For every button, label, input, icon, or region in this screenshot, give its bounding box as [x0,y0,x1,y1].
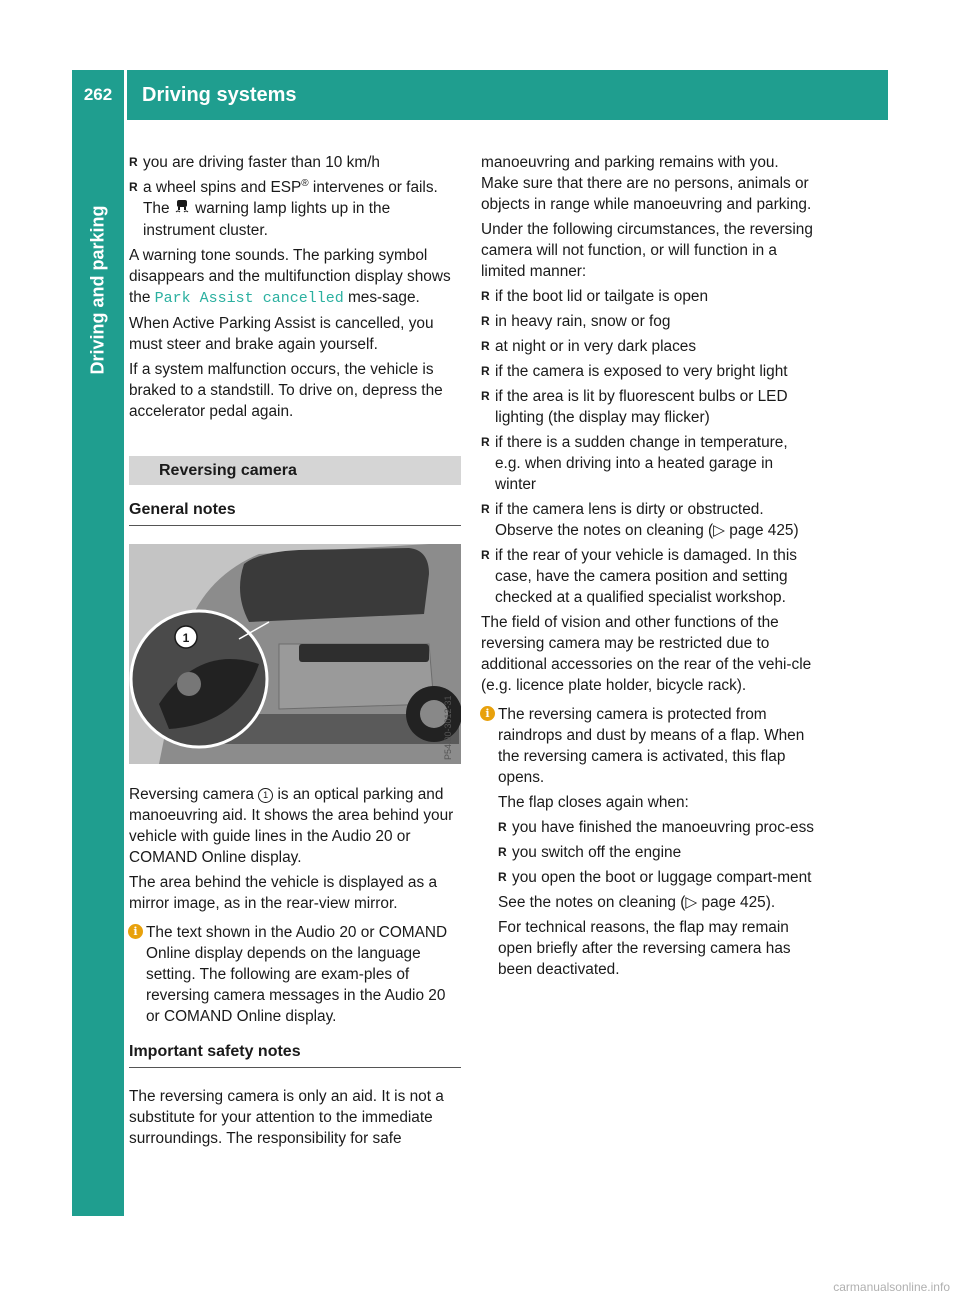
list-item: R if the boot lid or tailgate is open [481,286,815,307]
subheading-safety-notes: Important safety notes [129,1041,461,1068]
list-item: R if the area is lit by fluorescent bulbs or LED lighting (the display may flicker) [481,386,815,428]
page-header [72,70,888,120]
paragraph: manoeuvring and parking remains with you. Make sure that there are no persons, animals or objects in range while manoeuvring and parking. [481,154,812,213]
list-item: R at night or in very dark places [481,336,815,357]
paragraph: The field of vision and other functions of the reversing camera may be restricted due to additional accessories on the rear of the vehi-cle (e.g. licence plate holder, bicycle rack). [481,614,812,694]
paragraph: Reversing camera 1 is an optical parking and manoeuvring aid. It shows the area behind your vehicle with guide lines in the Audio 20 or COMAND Online display. [129,786,454,866]
subheading-general-notes: General notes [129,499,461,526]
paragraph: The area behind the vehicle is displayed as a mirror image, as in the rear-view mirror. [129,874,438,912]
figure-code: P54.00-3012-31 [443,695,453,760]
figure-callout: 1 [182,631,190,645]
list-item: R if the rear of your vehicle is damaged. In this case, have the camera position and setting checked at a qualified specialist workshop. [481,545,815,608]
list-item: R you open the boot or luggage compart-ment [498,867,815,888]
paragraph: A warning tone sounds. The parking symbol disappears and the multifunction display shows the Park Assist cancelled mes-sage. [129,247,451,307]
list-item: R you switch off the engine [498,842,815,863]
header-title: Driving systems [142,84,297,106]
list-item: R you are driving faster than 10 km/h [129,152,461,173]
list-item: R if the camera lens is dirty or obstructed. Observe the notes on cleaning (▷ page 425) [481,499,815,541]
car-rear-illustration [129,544,461,764]
info-icon: i [128,924,143,939]
paragraph: The reversing camera is only an aid. It is not a substitute for your attention to the immediate surroundings. The responsibility for safe [129,1088,444,1147]
header-divider [124,70,127,120]
left-column [129,152,461,1153]
skid-warning-icon [174,199,191,220]
info-icon: i [480,706,495,721]
right-column [481,152,815,984]
info-note: i The reversing camera is protected from raindrops and dust by means of a flap. When the reversing camera is activated, this flap opens. The flap closes again when: R you have finished the manoeuvring proc-ess R you switch off the engine R you open the boot or luggage compart-ment See the notes on cleaning (▷ page 425). For technical reasons, the flap may remain open briefly after the reversing camera has been deactivated. [481,704,815,980]
reversing-camera-figure [129,544,461,764]
list-item: R a wheel spins and ESP® intervenes or fails. The warning lamp lights up in the instrument cluster. [129,177,461,241]
watermark: carmanualsonline.info [833,1280,950,1294]
paragraph: When Active Parking Assist is cancelled, you must steer and brake again yourself. [129,315,434,353]
info-note: i The text shown in the Audio 20 or COMAND Online display depends on the language setting. The following are exam-ples of reversing camera messages in the Audio 20 or COMAND Online display. [129,922,461,1027]
sidebar-tab-label: Driving and parking [87,205,108,375]
paragraph: Under the following circumstances, the reversing camera will not function, or will function in a limited manner: [481,221,813,280]
list-item: R if the camera is exposed to very bright light [481,361,815,382]
sidebar-tab [72,120,124,460]
page-ref-arrow-icon: ▷ [713,522,726,539]
callout-1-icon: 1 [258,788,273,803]
paragraph: If a system malfunction occurs, the vehicle is braked to a standstill. To drive on, depress the accelerator pedal again. [129,361,443,420]
section-heading: Reversing camera [129,456,461,485]
display-message: Park Assist cancelled [154,290,344,307]
page-ref-arrow-icon: ▷ [685,894,698,911]
page-number: 262 [83,85,113,104]
list-item: R if there is a sudden change in temperature, e.g. when driving into a heated garage in winter [481,432,815,495]
list-item: R in heavy rain, snow or fog [481,311,815,332]
sidebar [72,120,124,1216]
list-item: R you have finished the manoeuvring proc-ess [498,817,815,838]
